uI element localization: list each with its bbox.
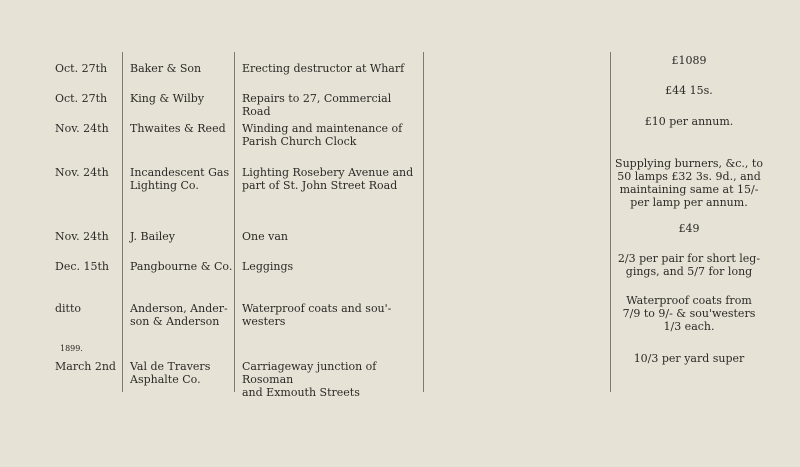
row-name: Anderson, Ander- son & Anderson (130, 302, 228, 328)
row-date: Nov. 24th (55, 166, 109, 179)
column-rule-3 (423, 52, 424, 392)
row-name: Pangbourne & Co. (130, 260, 233, 273)
row-date: ditto (55, 302, 82, 315)
row-price: £1089 (671, 54, 707, 67)
row-date: Dec. 15th (55, 260, 109, 273)
row-date: March 2nd (55, 360, 116, 373)
row-name: Baker & Son (130, 62, 202, 75)
row-name: Incandescent Gas Lighting Co. (130, 166, 230, 192)
row-work: Repairs to 27, Commercial Road (242, 92, 392, 118)
row-date: Nov. 24th (55, 122, 109, 135)
row-date: Nov. 24th (55, 230, 109, 243)
row-price: £49 (678, 222, 700, 235)
row-work: Erecting destructor at Wharf (242, 62, 405, 75)
row-work: Winding and maintenance of Parish Church Clock (242, 122, 403, 148)
row-price: £44 15s. (665, 84, 713, 97)
row-price: 10/3 per yard super (633, 352, 745, 365)
year-label: 1899. (60, 344, 83, 353)
row-price: £10 per annum. (644, 115, 734, 128)
row-price: 2/3 per pair for short leg- gings, and 5/7 for long (617, 252, 761, 278)
row-name: King & Wilby (130, 92, 205, 105)
row-work: Lighting Rosebery Avenue and part of St. John Street Road (242, 166, 414, 192)
row-date: Oct. 27th (55, 62, 108, 75)
row-work: Waterproof coats and sou'- westers (242, 302, 392, 328)
row-price: Supplying burners, &c., to 50 lamps £32 3s. 9d., and maintaining same at 15/- per lamp per annum. (615, 157, 763, 209)
row-date: Oct. 27th (55, 92, 108, 105)
row-work: Carriageway junction of Rosoman and Exmouth Streets (242, 360, 377, 399)
row-price: Waterproof coats from 7/9 to 9/- & sou'westers 1/3 each. (622, 294, 756, 333)
column-rule-4 (610, 52, 611, 392)
row-name: Val de Travers Asphalte Co. (130, 360, 211, 386)
row-work: One van (242, 230, 288, 243)
row-work: Leggings (242, 260, 294, 273)
row-name: Thwaites & Reed (130, 122, 226, 135)
row-name: J. Bailey (130, 230, 175, 243)
